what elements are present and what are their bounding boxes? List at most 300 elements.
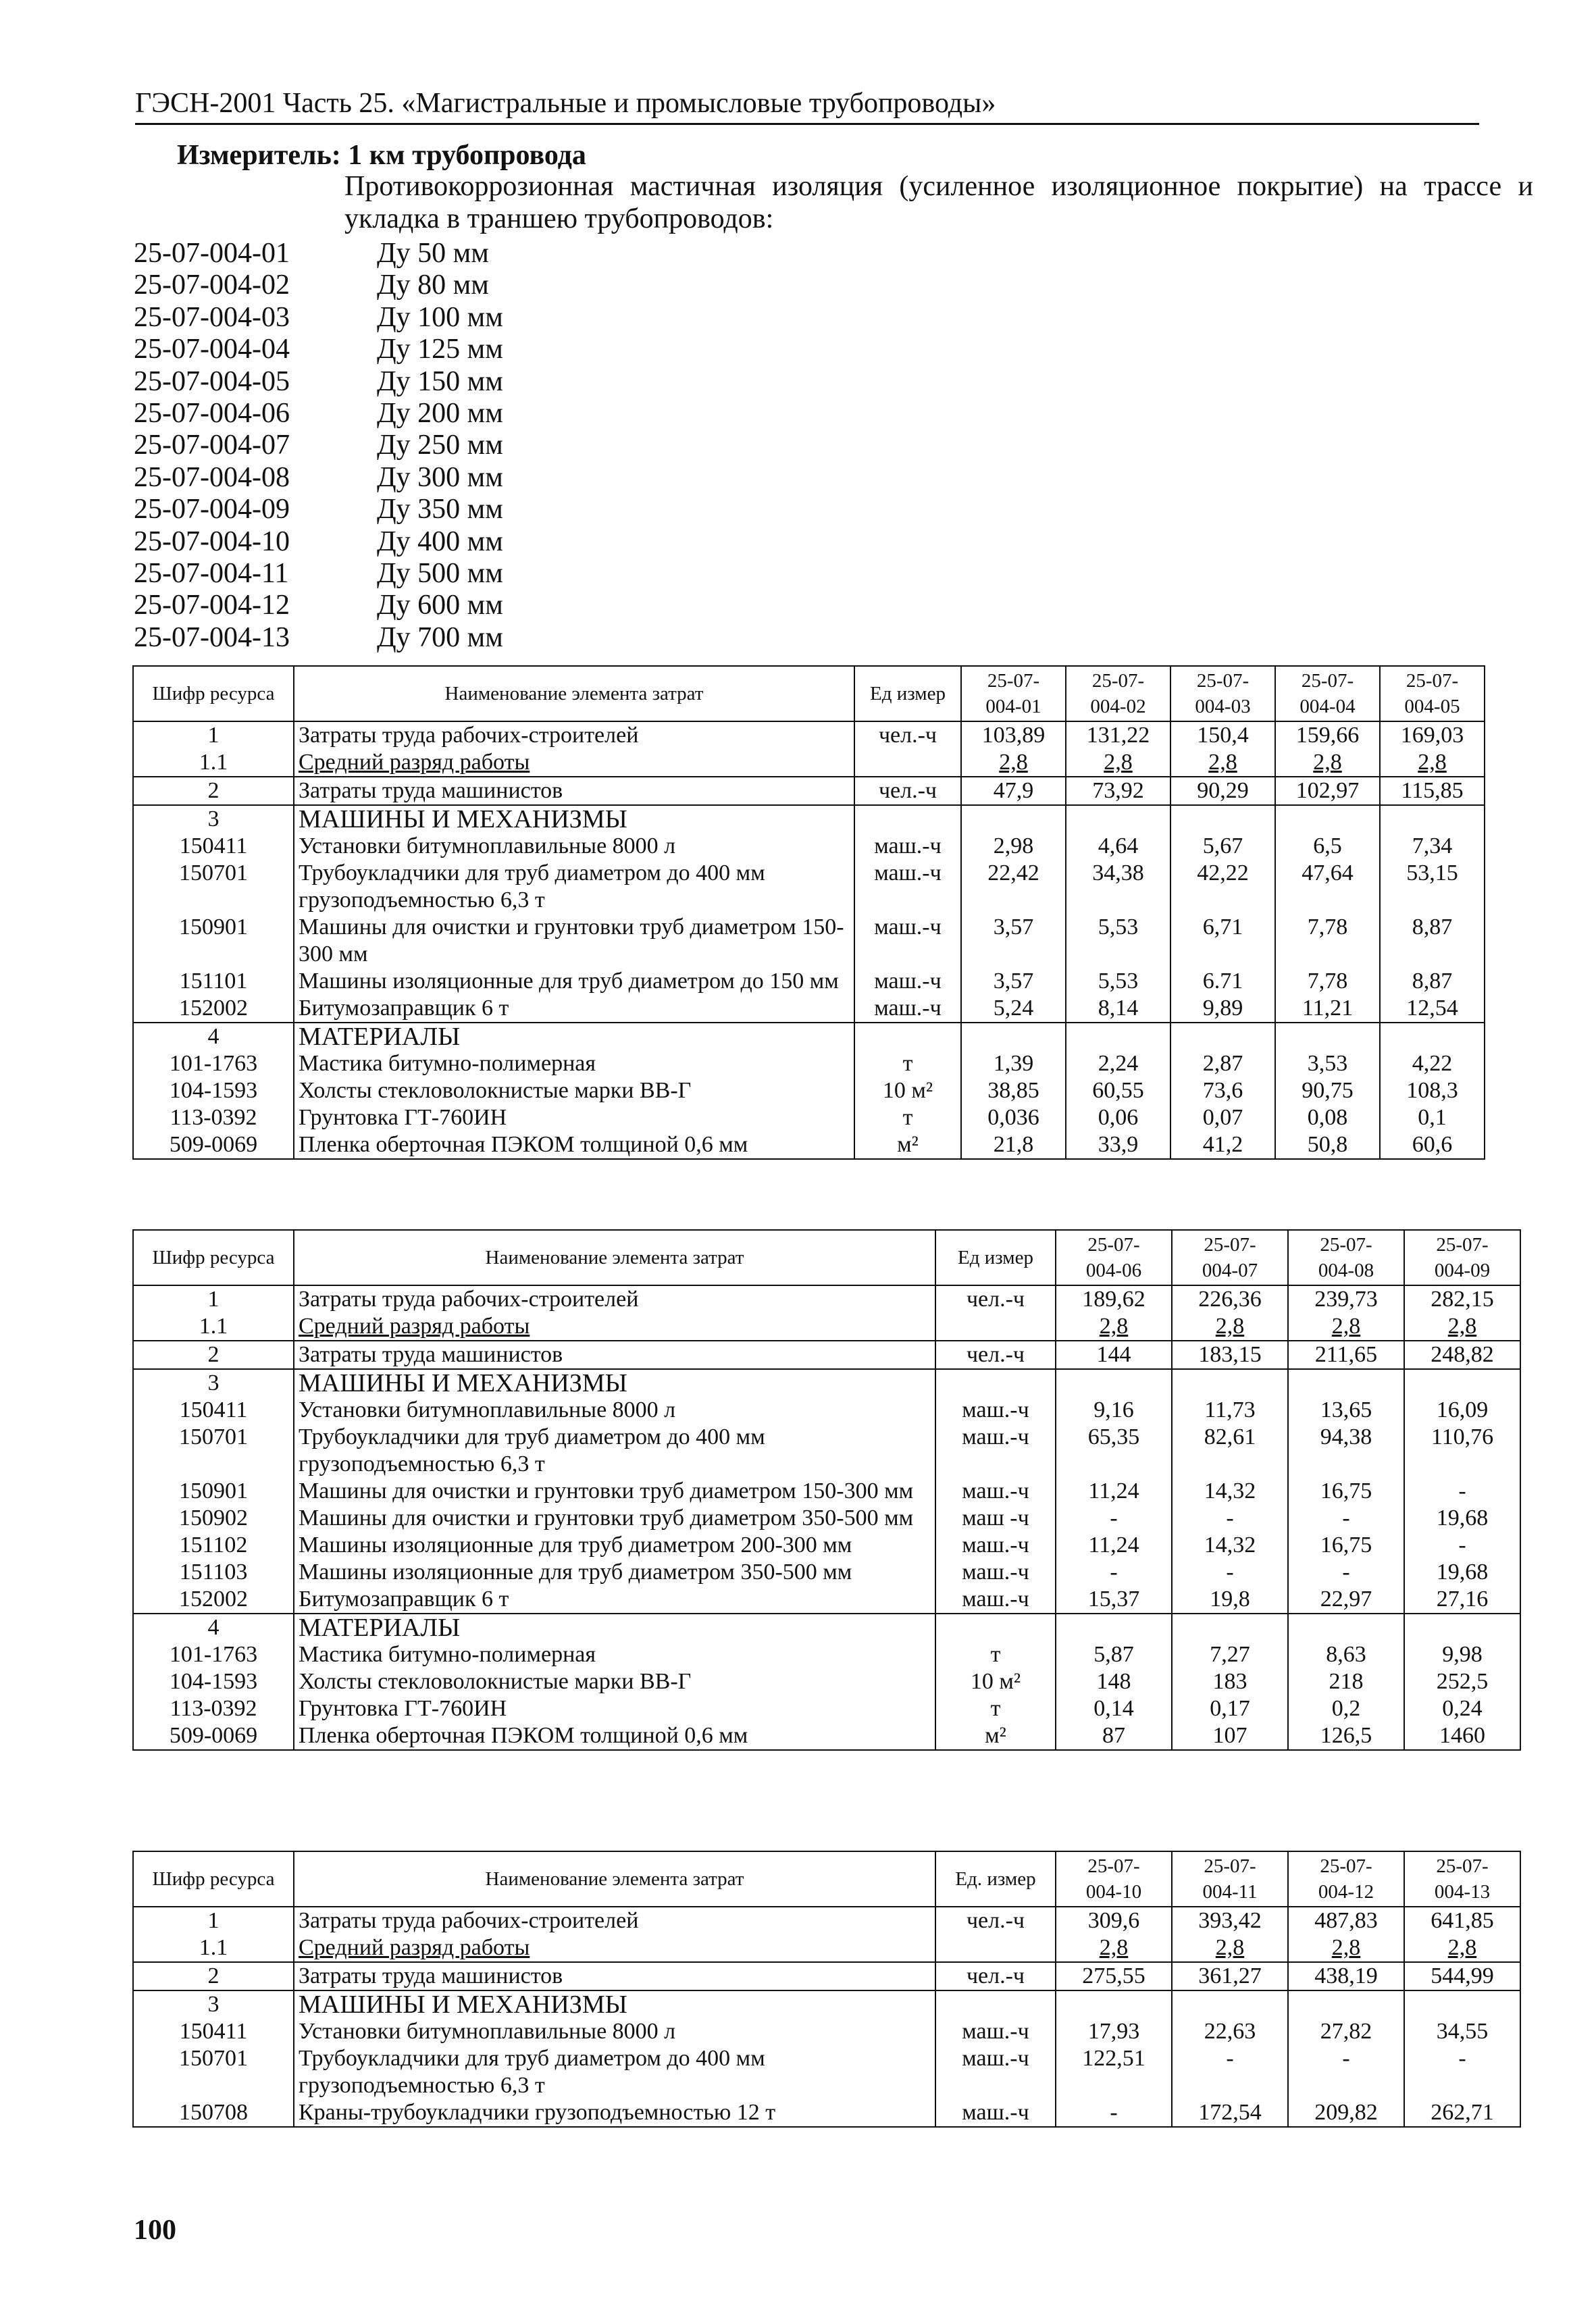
norm-value: 5,53 [1066, 968, 1170, 995]
table-row [133, 995, 1485, 1023]
unit: маш -ч [935, 1505, 1056, 1532]
unit [935, 1934, 1056, 1962]
norm-code: 25-07-004-09 [134, 494, 290, 525]
resource-code: 150901 [133, 1478, 294, 1505]
table-row [133, 860, 1485, 914]
norm-value: 2,8 [961, 749, 1066, 777]
resource-code: 150901 [133, 914, 294, 968]
norm-value: 5,24 [961, 995, 1066, 1023]
unit: чел.-ч [935, 1341, 1056, 1369]
norm-code-row [134, 590, 580, 621]
norm-value: 0,24 [1404, 1695, 1520, 1722]
cost-element-name: Затраты труда машинистов [299, 778, 563, 803]
pipe-diameter: Ду 600 мм [377, 590, 503, 621]
column-header-norm: 25-07- 004-06 [1056, 1230, 1172, 1285]
unit: маш.-ч [935, 1478, 1056, 1505]
cost-element-name: Битумозаправщик 6 т [299, 996, 509, 1021]
norm-value: 361,27 [1172, 1962, 1288, 1990]
norm-value: 2,8 [1066, 749, 1170, 777]
norm-value: 0,08 [1275, 1104, 1380, 1131]
cost-element-cell [294, 1614, 935, 1641]
norm-value: 11,24 [1056, 1478, 1172, 1505]
unit: т [935, 1641, 1056, 1668]
norm-value: 239,73 [1288, 1285, 1404, 1313]
norm-value: 131,22 [1066, 721, 1170, 749]
norm-value: 8,87 [1380, 914, 1485, 968]
norm-value [1404, 1614, 1520, 1641]
norm-value: 21,8 [961, 1131, 1066, 1159]
cost-element-name: Машины изоляционные для труб диаметром 200-300 мм [299, 1533, 852, 1558]
norm-value: 209,82 [1288, 2099, 1404, 2127]
norm-value: - [1172, 1559, 1288, 1586]
norm-value: 309,6 [1056, 1907, 1172, 1934]
pipe-diameter: Ду 350 мм [377, 494, 503, 525]
table-row [133, 1505, 1520, 1532]
cost-element-name: Пленка оберточная ПЭКОМ толщиной 0,6 мм [299, 1723, 748, 1748]
norm-value [1172, 1990, 1288, 2018]
unit: маш.-ч [935, 1532, 1056, 1559]
cost-element-name: Затраты труда рабочих-строителей [299, 1287, 639, 1312]
norm-value: 2,8 [1288, 1934, 1404, 1962]
norm-value: 102,97 [1275, 777, 1380, 805]
norm-value: 2,87 [1170, 1050, 1275, 1077]
norm-value: 169,03 [1380, 721, 1485, 749]
norm-code-row [134, 366, 580, 398]
table-row [133, 1478, 1520, 1505]
resource-code: 150708 [133, 2099, 294, 2127]
resource-code: 3 [133, 805, 294, 833]
unit: маш.-ч [935, 1559, 1056, 1586]
table-row [133, 1990, 1520, 2018]
table-row [133, 2045, 1520, 2099]
unit: чел.-ч [935, 1285, 1056, 1313]
resource-code: 2 [133, 1341, 294, 1369]
norm-value: 150,4 [1170, 721, 1275, 749]
norm-value: - [1056, 2099, 1172, 2127]
resource-code: 150411 [133, 833, 294, 860]
resource-code: 1 [133, 1285, 294, 1313]
norm-value: 19,68 [1404, 1505, 1520, 1532]
norm-value: 27,82 [1288, 2018, 1404, 2045]
resource-code: 1.1 [133, 1313, 294, 1341]
norm-value: - [1404, 2045, 1520, 2099]
norm-value: 13,65 [1288, 1397, 1404, 1424]
unit: т [854, 1104, 961, 1131]
column-header-norm: 25-07- 004-04 [1275, 666, 1380, 721]
table-row [133, 1424, 1520, 1478]
norm-code-list [134, 238, 580, 654]
norm-table-2 [132, 1229, 1521, 1751]
norm-value: 73,6 [1170, 1077, 1275, 1104]
resource-code: 150902 [133, 1505, 294, 1532]
norm-value: 90,75 [1275, 1077, 1380, 1104]
norm-value [1066, 805, 1170, 833]
resource-code: 150701 [133, 2045, 294, 2099]
norm-value: 19,68 [1404, 1559, 1520, 1586]
pipe-diameter: Ду 500 мм [377, 558, 503, 590]
table-row [133, 1050, 1485, 1077]
table-row [133, 833, 1485, 860]
table-row [133, 1641, 1520, 1668]
cost-element-cell [294, 968, 854, 995]
cost-element-cell [294, 1505, 935, 1532]
norm-value: 60,6 [1380, 1131, 1485, 1159]
table-row [133, 1341, 1520, 1369]
unit [935, 1614, 1056, 1641]
table-row [133, 1397, 1520, 1424]
norm-value: 122,51 [1056, 2045, 1172, 2099]
section-title: МАШИНЫ И МЕХАНИЗМЫ [299, 805, 627, 833]
norm-value: 60,55 [1066, 1077, 1170, 1104]
cost-element-cell [294, 1695, 935, 1722]
unit: маш.-ч [854, 833, 961, 860]
page-number: 100 [134, 2215, 176, 2246]
norm-value: 53,15 [1380, 860, 1485, 914]
pipe-diameter: Ду 200 мм [377, 398, 503, 430]
norm-value: 3,53 [1275, 1050, 1380, 1077]
resource-code: 4 [133, 1023, 294, 1050]
pipe-diameter: Ду 300 мм [377, 461, 503, 493]
section-title: МАШИНЫ И МЕХАНИЗМЫ [299, 1369, 627, 1397]
resource-code: 151103 [133, 1559, 294, 1586]
norm-code-row [134, 238, 580, 269]
norm-value [1275, 805, 1380, 833]
table-row [133, 1614, 1520, 1641]
cost-element-name: Битумозаправщик 6 т [299, 1587, 509, 1612]
norm-value [1066, 1023, 1170, 1050]
norm-value: 14,32 [1172, 1532, 1288, 1559]
resource-code: 3 [133, 1369, 294, 1397]
norm-value [1056, 1990, 1172, 2018]
norm-value [1404, 1369, 1520, 1397]
resource-code: 1 [133, 1907, 294, 1934]
cost-element-cell [294, 1104, 854, 1131]
norm-code: 25-07-004-11 [134, 558, 289, 590]
norm-value: 5,87 [1056, 1641, 1172, 1668]
table-header-row [133, 1851, 1520, 1907]
norm-value: 115,85 [1380, 777, 1485, 805]
cost-element-name: Затраты труда рабочих-строителей [299, 1908, 639, 1933]
unit: маш.-ч [854, 995, 961, 1023]
norm-value: 110,76 [1404, 1424, 1520, 1478]
cost-element-name: Трубоукладчики для труб диаметром до 400 мм грузоподъемностью 6,3 т [299, 2046, 765, 2098]
column-header-unit: Ед. измер [935, 1851, 1056, 1907]
table-row [133, 1077, 1485, 1104]
norm-value: - [1172, 1505, 1288, 1532]
table-row [133, 1532, 1520, 1559]
cost-element-name: Трубоукладчики для труб диаметром до 400 мм грузоподъемностью 6,3 т [299, 1424, 765, 1476]
pipe-diameter: Ду 250 мм [377, 430, 503, 461]
unit: маш.-ч [854, 860, 961, 914]
norm-value: 2,8 [1056, 1313, 1172, 1341]
norm-value: 144 [1056, 1341, 1172, 1369]
cost-element-name: Машины изоляционные для труб диаметром до 150 мм [299, 969, 839, 994]
norm-code: 25-07-004-13 [134, 621, 290, 653]
norm-value: 12,54 [1380, 995, 1485, 1023]
norm-value: 16,09 [1404, 1397, 1520, 1424]
page-header: ГЭСН-2001 Часть 25. «Магистральные и промысловые трубопроводы» [135, 86, 1479, 125]
pipe-diameter: Ду 400 мм [377, 525, 503, 557]
norm-value: 47,9 [961, 777, 1066, 805]
table-row [133, 1104, 1485, 1131]
norm-value: 5,53 [1066, 914, 1170, 968]
cost-element-cell [294, 1397, 935, 1424]
norm-value [1170, 805, 1275, 833]
norm-value: 11,21 [1275, 995, 1380, 1023]
resource-code: 104-1593 [133, 1668, 294, 1695]
section-title: МАТЕРИАЛЫ [299, 1023, 461, 1051]
norm-table-1 [132, 665, 1485, 1160]
cost-element-cell [294, 833, 854, 860]
table-row [133, 1559, 1520, 1586]
cost-element-name: Затраты труда машинистов [299, 1342, 563, 1367]
norm-value: 6.71 [1170, 968, 1275, 995]
resource-code: 4 [133, 1614, 294, 1641]
cost-element-name: Мастика битумно-полимерная [299, 1642, 596, 1667]
norm-value: 0,07 [1170, 1104, 1275, 1131]
cost-element-name: Средний разряд работы [299, 750, 530, 775]
cost-element-cell [294, 1586, 935, 1614]
unit [854, 1023, 961, 1050]
cost-element-cell [294, 1478, 935, 1505]
norm-table-3 [132, 1851, 1521, 2128]
norm-value: 8,87 [1380, 968, 1485, 995]
norm-value: 2,8 [1056, 1934, 1172, 1962]
norm-value: 42,22 [1170, 860, 1275, 914]
unit [935, 1990, 1056, 2018]
table-row [133, 1369, 1520, 1397]
norm-value: 4,64 [1066, 833, 1170, 860]
norm-value [1275, 1023, 1380, 1050]
cost-element-name: Затраты труда машинистов [299, 1963, 563, 1988]
norm-value: 1,39 [961, 1050, 1066, 1077]
norm-value [961, 1023, 1066, 1050]
cost-element-cell [294, 1907, 935, 1934]
norm-value: 34,38 [1066, 860, 1170, 914]
norm-code-row [134, 269, 580, 301]
column-header-code: Шифр ресурса [133, 1230, 294, 1285]
norm-code-row [134, 430, 580, 461]
norm-value: 172,54 [1172, 2099, 1288, 2127]
norm-code-row [134, 302, 580, 334]
column-header-norm: 25-07- 004-13 [1404, 1851, 1520, 1907]
column-header-norm: 25-07- 004-09 [1404, 1230, 1520, 1285]
column-header-norm: 25-07- 004-10 [1056, 1851, 1172, 1907]
cost-element-name: Установки битумноплавильные 8000 л [299, 1397, 676, 1422]
norm-value: 0,2 [1288, 1695, 1404, 1722]
column-header-norm: 25-07- 004-05 [1380, 666, 1485, 721]
resource-code: 104-1593 [133, 1077, 294, 1104]
resource-code: 152002 [133, 1586, 294, 1614]
norm-value: 189,62 [1056, 1285, 1172, 1313]
unit [854, 749, 961, 777]
norm-value: 73,92 [1066, 777, 1170, 805]
cost-element-name: Машины для очистки и грунтовки труб диаметром 150-300 мм [299, 1479, 914, 1503]
norm-code: 25-07-004-02 [134, 269, 290, 301]
norm-value: 275,55 [1056, 1962, 1172, 1990]
pipe-diameter: Ду 50 мм [377, 238, 489, 269]
unit: маш.-ч [854, 968, 961, 995]
cost-element-cell [294, 805, 854, 833]
cost-element-name: Машины для очистки и грунтовки труб диаметром 150-300 мм [299, 915, 844, 967]
resource-code: 1.1 [133, 1934, 294, 1962]
resource-code: 150411 [133, 1397, 294, 1424]
norm-value: 107 [1172, 1722, 1288, 1750]
column-header-name: Наименование элемента затрат [294, 666, 854, 721]
unit: маш.-ч [935, 2099, 1056, 2127]
norm-value [1288, 1369, 1404, 1397]
norm-value: 248,82 [1404, 1341, 1520, 1369]
section-title: МАТЕРИАЛЫ [299, 1614, 461, 1642]
norm-value: 34,55 [1404, 2018, 1520, 2045]
norm-value: 2,8 [1172, 1313, 1288, 1341]
norm-value: 6,71 [1170, 914, 1275, 968]
norm-value: 0,036 [961, 1104, 1066, 1131]
column-header-norm: 25-07- 004-02 [1066, 666, 1170, 721]
cost-element-name: Средний разряд работы [299, 1935, 530, 1960]
table-row [133, 2099, 1520, 2127]
cost-element-cell [294, 914, 854, 968]
norm-value [1056, 1369, 1172, 1397]
table-row [133, 1023, 1485, 1050]
norm-value: 17,93 [1056, 2018, 1172, 2045]
norm-code-row [134, 558, 580, 590]
norm-value: 16,75 [1288, 1478, 1404, 1505]
table-row [133, 1962, 1520, 1990]
norm-value: 9,98 [1404, 1641, 1520, 1668]
norm-value: 0,17 [1172, 1695, 1288, 1722]
norm-value: 41,2 [1170, 1131, 1275, 1159]
cost-element-cell [294, 721, 854, 749]
cost-element-cell [294, 1668, 935, 1695]
norm-value: 22,97 [1288, 1586, 1404, 1614]
cost-element-cell [294, 1077, 854, 1104]
unit: маш.-ч [935, 1397, 1056, 1424]
norm-value: 5,67 [1170, 833, 1275, 860]
resource-code: 509-0069 [133, 1722, 294, 1750]
norm-value: 65,35 [1056, 1424, 1172, 1478]
cost-element-cell [294, 1285, 935, 1313]
norm-value: 33,9 [1066, 1131, 1170, 1159]
norm-code: 25-07-004-07 [134, 430, 290, 461]
norm-value: 27,16 [1404, 1586, 1520, 1614]
table-header-row [133, 1230, 1520, 1285]
column-header-name: Наименование элемента затрат [294, 1230, 935, 1285]
norm-value [1056, 1614, 1172, 1641]
unit: маш.-ч [935, 2018, 1056, 2045]
norm-value: 2,8 [1172, 1934, 1288, 1962]
norm-value: 2,8 [1380, 749, 1485, 777]
cost-element-cell [294, 1641, 935, 1668]
resource-code: 113-0392 [133, 1104, 294, 1131]
cost-element-cell [294, 1559, 935, 1586]
norm-value: 38,85 [961, 1077, 1066, 1104]
norm-value: 126,5 [1288, 1722, 1404, 1750]
norm-code: 25-07-004-08 [134, 461, 290, 493]
norm-value: - [1288, 2045, 1404, 2099]
norm-value: - [1404, 1478, 1520, 1505]
resource-code: 151102 [133, 1532, 294, 1559]
norm-value: 9,16 [1056, 1397, 1172, 1424]
norm-value: 2,8 [1404, 1934, 1520, 1962]
column-header-norm: 25-07- 004-08 [1288, 1230, 1404, 1285]
norm-value: 2,8 [1275, 749, 1380, 777]
norm-code: 25-07-004-06 [134, 398, 290, 430]
norm-value: 3,57 [961, 968, 1066, 995]
norm-value: 7,78 [1275, 968, 1380, 995]
norm-value: 82,61 [1172, 1424, 1288, 1478]
norm-value [1170, 1023, 1275, 1050]
column-header-unit: Ед измер [935, 1230, 1056, 1285]
unit: м² [935, 1722, 1056, 1750]
table-row [133, 1695, 1520, 1722]
resource-code: 1 [133, 721, 294, 749]
norm-value: 2,8 [1170, 749, 1275, 777]
resource-code: 150701 [133, 1424, 294, 1478]
norm-value: - [1288, 1505, 1404, 1532]
cost-element-name: Краны-трубоукладчики грузоподъемностью 12 т [299, 2100, 776, 2125]
norm-value: 211,65 [1288, 1341, 1404, 1369]
norm-value: - [1056, 1505, 1172, 1532]
table-row [133, 968, 1485, 995]
cost-element-name: Пленка оберточная ПЭКОМ толщиной 0,6 мм [299, 1132, 748, 1157]
cost-element-cell [294, 2099, 935, 2127]
norm-value [1172, 1614, 1288, 1641]
table-row [133, 1907, 1520, 1934]
unit: т [935, 1695, 1056, 1722]
table-row [133, 749, 1485, 777]
resource-code: 152002 [133, 995, 294, 1023]
norm-value: 0,1 [1380, 1104, 1485, 1131]
norm-value: 262,71 [1404, 2099, 1520, 2127]
unit: чел.-ч [935, 1962, 1056, 1990]
unit [935, 1313, 1056, 1341]
norm-value: 0,06 [1066, 1104, 1170, 1131]
norm-value [961, 805, 1066, 833]
unit: чел.-ч [935, 1907, 1056, 1934]
unit: т [854, 1050, 961, 1077]
norm-value: 15,37 [1056, 1586, 1172, 1614]
pipe-diameter: Ду 125 мм [377, 334, 503, 365]
norm-value: 11,24 [1056, 1532, 1172, 1559]
resource-code: 2 [133, 1962, 294, 1990]
unit: маш.-ч [854, 914, 961, 968]
unit [935, 1369, 1056, 1397]
norm-value: 1460 [1404, 1722, 1520, 1750]
cost-element-name: Затраты труда рабочих-строителей [299, 723, 639, 748]
resource-code: 2 [133, 777, 294, 805]
table-row [133, 1586, 1520, 1614]
norm-value: 47,64 [1275, 860, 1380, 914]
norm-value: 393,42 [1172, 1907, 1288, 1934]
unit: м² [854, 1131, 961, 1159]
pipe-diameter: Ду 700 мм [377, 621, 503, 653]
cost-element-cell [294, 1023, 854, 1050]
norm-value: 544,99 [1404, 1962, 1520, 1990]
cost-element-cell [294, 1722, 935, 1750]
norm-value [1288, 1614, 1404, 1641]
cost-element-name: Средний разряд работы [299, 1314, 530, 1339]
norm-value [1380, 805, 1485, 833]
cost-element-name: Грунтовка ГТ-760ИН [299, 1696, 507, 1721]
norm-code: 25-07-004-04 [134, 334, 290, 365]
cost-element-cell [294, 1962, 935, 1990]
norm-code-row [134, 462, 580, 494]
norm-code: 25-07-004-01 [134, 238, 290, 269]
table-row [133, 1668, 1520, 1695]
column-header-code: Шифр ресурса [133, 666, 294, 721]
norm-value: 9,89 [1170, 995, 1275, 1023]
